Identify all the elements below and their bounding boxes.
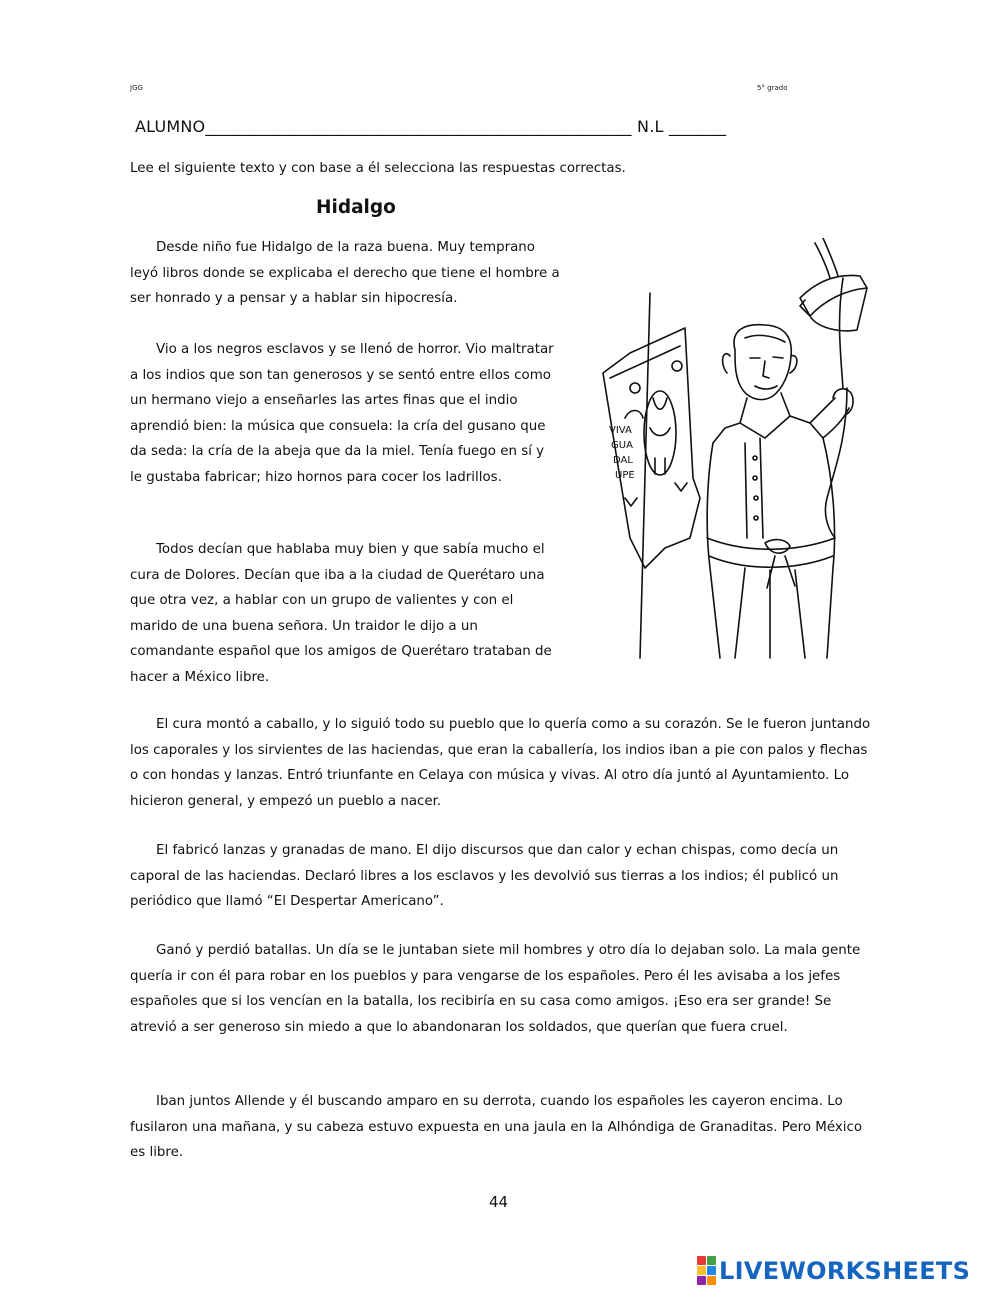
instructions: Lee el siguiente texto y con base a él selecciona las respuestas correctas. xyxy=(130,161,626,176)
page-number: 44 xyxy=(489,1193,509,1211)
paragraph-3: Todos decían que hablaba muy bien y que sabía mucho el cura de Dolores. Decían que iba a la ciudad de Querétaro una que otra vez, a hablar con un grupo de valientes y con el marido de una buena señora. Un traidor le dijo a un comandante español que los amigos de Querétaro trataban de hacer a México libre. xyxy=(130,542,552,685)
liveworksheets-logo[interactable] xyxy=(697,1256,970,1285)
logo-block-2 xyxy=(707,1256,716,1265)
paragraph-1: Desde niño fue Hidalgo de la raza buena. Muy temprano leyó libros donde se explicaba el derecho que tiene el hombre a ser honrado y a pensar y a hablar sin hipocresía. xyxy=(130,240,560,306)
banner-word-2: GUA xyxy=(611,440,633,451)
paragraph-4: El cura montó a caballo, y lo siguió todo su pueblo que lo quería como a su corazón. Se le fueron juntando los caporales y los sirvientes de las haciendas, que eran la caballería, los indios iban a pie con palos y flechas o con hondas y lanzas. Entró triunfante en Celaya con música y vivas. Al otro día juntó al Ayuntamiento. Lo hicieron general, y empezó un pueblo a nacer. xyxy=(130,717,871,809)
banner-word-1: VIVA xyxy=(609,425,632,436)
logo-block-4 xyxy=(707,1266,716,1275)
paragraph-5: El fabricó lanzas y granadas de mano. El dijo discursos que dan calor y echan chispas, como decía un caporal de las haciendas. Declaró libres a los esclavos y les devolvió sus tierras a los indios; él publicó un periódico que llamó “El Despertar Americano”. xyxy=(130,843,839,909)
header-left-tag: JGG xyxy=(130,84,143,92)
hidalgo-illustration xyxy=(595,238,870,668)
paragraph-2: Vio a los negros esclavos y se llenó de horror. Vio maltratar a los indios que son tan generosos y se sentó entre ellos como un hermano viejo a enseñarles las artes finas que el indio aprendió bien: la música que consuela: la cría del gusano que da seda: la cría de la abeja que da la miel. Tenía fuego en sí y le gustaba fabricar; hizo hornos para cocer los ladrillos. xyxy=(130,342,554,485)
logo-block-3 xyxy=(697,1266,706,1275)
paragraph-6: Ganó y perdió batallas. Un día se le juntaban siete mil hombres y otro día lo dejaban solo. La mala gente quería ir con él para robar en los pueblos y para vengarse de los españoles. Pero él les avisaba a los jefes españoles que si los vencían en la batalla, los recibiría en su casa como amigos. ¡Eso era ser grande! Se atrevió a ser generoso sin miedo a que lo abandonaran los soldados, que querían que fuera cruel. xyxy=(130,943,861,1035)
logo-blocks-icon xyxy=(697,1256,716,1285)
paragraph-7: Iban juntos Allende y él buscando amparo en su derrota, cuando los españoles les cayeron encima. Lo fusilaron una mañana, y su cabeza estuvo expuesta en una jaula en la Alhóndiga de Granaditas. Pero México es libre. xyxy=(130,1094,863,1160)
logo-block-1 xyxy=(697,1256,706,1265)
logo-block-6 xyxy=(707,1276,716,1285)
banner-word-3: DAL xyxy=(613,455,633,466)
student-name-line: ALUMNO____________________________________________________ N.L _______ xyxy=(135,117,727,136)
header-grade-tag: 5° grado xyxy=(757,84,788,92)
logo-block-5 xyxy=(697,1276,706,1285)
page-title: Hidalgo xyxy=(316,197,396,218)
logo-text: LIVEWORKSHEETS xyxy=(719,1256,971,1285)
banner-word-4: UPE xyxy=(615,470,635,481)
